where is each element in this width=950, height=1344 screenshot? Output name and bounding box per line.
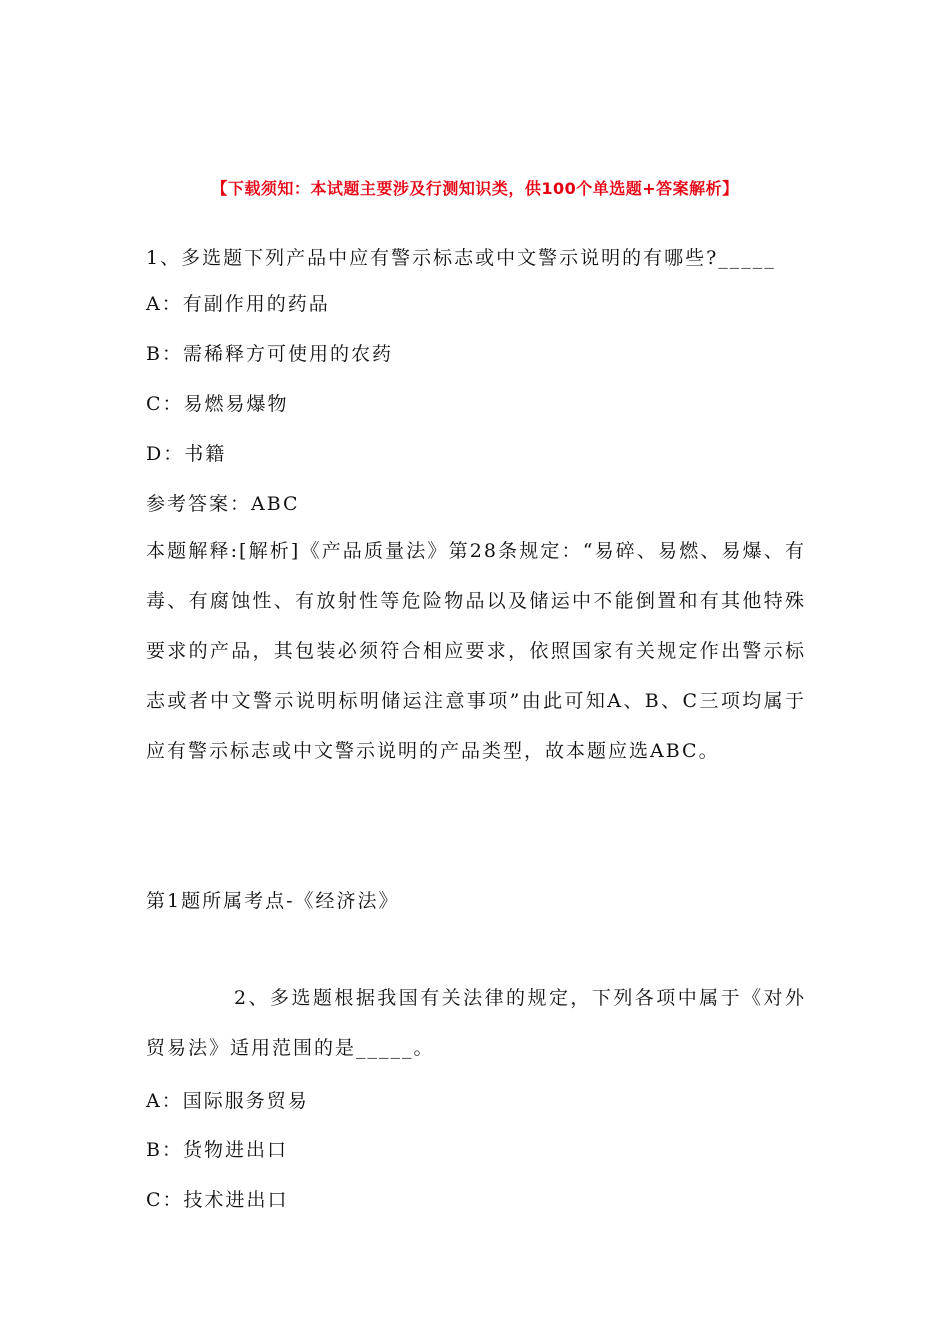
q1-option-a: A：有副作用的药品 [146, 293, 330, 315]
q1-option-d: D：书籍 [146, 443, 227, 465]
q1-answer: 参考答案：ABC [146, 493, 300, 515]
q1-question: 1、多选题下列产品中应有警示标志或中文警示说明的有哪些?_____ [146, 247, 776, 269]
q1-option-b: B：需稀释方可使用的农药 [146, 343, 393, 365]
q2-option-b: B：货物进出口 [146, 1139, 288, 1161]
download-notice: 【下载须知：本试题主要涉及行测知识类，供100个单选题+答案解析】 [211, 179, 739, 198]
q2-question: 2、多选题根据我国有关法律的规定，下列各项中属于《对外贸易法》适用范围的是_____。 [146, 987, 806, 1059]
q1-option-c: C：易燃易爆物 [146, 393, 289, 415]
q2-option-c: C：技术进出口 [146, 1189, 289, 1211]
q2-option-a: A：国际服务贸易 [146, 1090, 309, 1112]
q1-topic: 第1题所属考点-《经济法》 [146, 890, 400, 912]
q1-explanation: 本题解释:[解析]《产品质量法》第28条规定：“易碎、易燃、易爆、有毒、有腐蚀性、有放射性等危险物品以及储运中不能倒置和有其他特殊要求的产品，其包装必须符合相应要求，依照国家有关规定作出警示标志或者中文警示说明标明储运注意事项”由此可知A、B、C三项均属于应有警示标志或中文警示说明的产品类型，故本题应选ABC。 [146, 540, 806, 762]
